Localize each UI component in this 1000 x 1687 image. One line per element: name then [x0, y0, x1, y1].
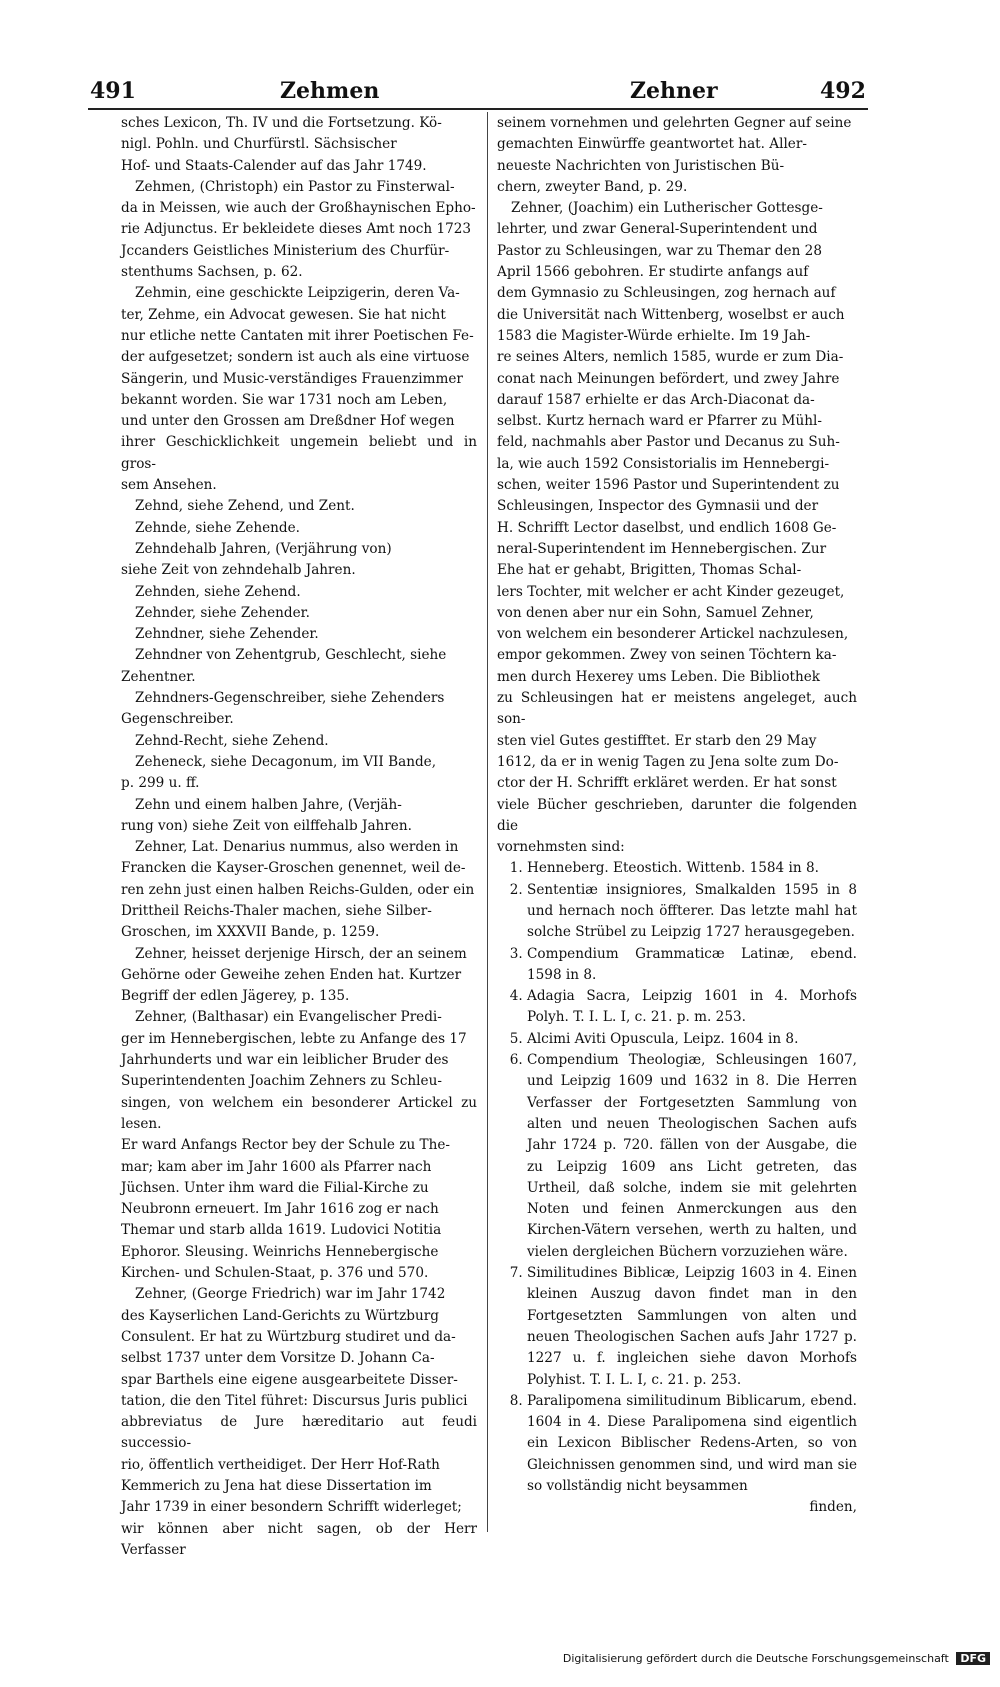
footer-text: Digitalisierung gefördert durch die Deutsche Forschungsgemeinschaft [562, 1652, 949, 1665]
left-column [121, 113, 477, 1561]
header-rule [88, 108, 868, 110]
text-line: nur etliche nette Cantaten mit ihrer Poetischen Fe- [121, 327, 474, 344]
text-line: stenthums Sachsen, p. 62. [121, 264, 303, 281]
text-line: Themar und starb allda 1619. Ludovici Notitia [121, 1222, 442, 1239]
text-line: schen, weiter 1596 Pastor und Superintendent zu [497, 477, 840, 494]
text-line: Zehnd, siehe Zehend, und Zent. [135, 498, 355, 515]
running-header [90, 78, 865, 108]
text-line: Zehentner. [121, 668, 196, 685]
text-line: p. 299 u. ff. [121, 775, 200, 792]
text-line: Zeheneck, siehe Decagonum, im VII Bande, [135, 753, 437, 770]
text-line: 1583 die Magister-Würde erhielte. Im 19 Jah- [497, 327, 811, 344]
list-item: 2. Sententiæ insigniores, Smalkalden 1595 in 8 und hernach noch öffterer. Das letzte mahl hat solche Strübel zu Leipzig 1727 herausgegeben. [527, 880, 857, 944]
text-line: lers Tochter, mit welcher er acht Kinder gezeuget, [497, 583, 845, 600]
text-line: Ehe hat er gehabt, Brigitten, Thomas Schal- [497, 562, 802, 579]
text-line: ter, Zehme, ein Advocat gewesen. Sie hat nicht [121, 306, 446, 323]
list-item: 6. Compendium Theologiæ, Schleusingen 1607, und Leipzig 1609 und 1632 in 8. Die Herren Verfasser der Fortgesetzten Sammlung von alten und neuen Theologischen Sachen aufs Jahr 1724 p. 720. fällen von der Ausgabe, die zu Leipzig 1609 ans Licht getreten, das Urtheil, daß solche, indem sie mit gelehrten Noten und feinen Anmerckungen aus den Kirchen-Vätern versehen, werth zu halten, und vielen dergleichen Büchern vorzuziehen wäre. [527, 1050, 857, 1263]
text-line: re seines Alters, nemlich 1585, wurde er zum Dia- [497, 349, 844, 366]
text-line: da in Meissen, wie auch der Großhaynischen Epho- [121, 200, 476, 217]
text-line: 1612, da er in wenig Tagen zu Jena solte zum Do- [497, 753, 839, 770]
text-line: Jccanders Geistliches Ministerium des Churfür- [121, 242, 450, 259]
text-line: Drittheil Reichs-Thaler machen, siehe Silber- [121, 902, 432, 919]
text-line: Francken die Kayser-Groschen genennet, weil de- [121, 860, 466, 877]
text-line: selbst 1737 unter dem Vorsitze D. Johann Ca- [121, 1350, 435, 1367]
text-line: viele Bücher geschrieben, darunter die folgenden die [497, 796, 857, 834]
left-page-number: 491 [90, 78, 136, 104]
text-line: gemachten Einwürffe geantwortet hat. Aller- [497, 136, 807, 153]
text-line: Zehndner von Zehentgrub, Geschlecht, siehe [135, 647, 447, 664]
text-line: von denen aber nur ein Sohn, Samuel Zehner, [497, 604, 814, 621]
column-divider [487, 112, 488, 1532]
text-line: Neubronn erneuert. Im Jahr 1616 zog er nach [121, 1201, 439, 1218]
text-line: empor gekommen. Zwey von seinen Töchtern ka- [497, 647, 837, 664]
list-item: 4. Adagia Sacra, Leipzig 1601 in 4. Morhofs Polyh. T. I. L. I, c. 21. p. m. 253. [527, 986, 857, 1029]
text-line: Zehndner, siehe Zehender. [135, 626, 319, 643]
text-line: feld, nachmahls aber Pastor und Decanus zu Suh- [497, 434, 840, 451]
text-line: abbreviatus de Jure hæreditario aut feudi successio- [121, 1414, 477, 1452]
text-line: neral-Superintendent im Hennebergischen. Zur [497, 540, 827, 557]
text-line: Zehnd-Recht, siehe Zehend. [135, 732, 329, 749]
text-line: Zehmen, (Christoph) ein Pastor zu Finsterwal- [135, 178, 455, 195]
text-line: der aufgesetzet; sondern ist auch als eine virtuose [121, 349, 470, 366]
text-line: Zehn und einem halben Jahre, (Verjäh- [135, 796, 402, 813]
text-line: Zehnder, siehe Zehender. [135, 604, 310, 621]
left-running-title: Zehmen [280, 78, 380, 104]
text-line: Zehner, (Balthasar) ein Evangelischer Predi- [135, 1009, 442, 1026]
text-line: spar Barthels eine eigene ausgearbeitete Disser- [121, 1371, 458, 1388]
text-line: Jüchsen. Unter ihm ward die Filial-Kirche zu [121, 1179, 429, 1196]
text-line: siehe Zeit von zehndehalb Jahren. [121, 562, 356, 579]
right-running-title: Zehner [630, 78, 718, 104]
text-line: Zehndehalb Jahren, (Verjährung von) [135, 540, 392, 557]
text-line: Zehner, Lat. Denarius nummus, also werden in [135, 839, 459, 856]
text-line: seinem vornehmen und gelehrten Gegner auf seine [497, 115, 852, 131]
text-line: Jahr 1739 in einer besondern Schrifft widerleget; [121, 1499, 462, 1516]
text-line: ctor der H. Schrifft erkläret werden. Er hat sonst [497, 775, 837, 792]
text-line: mar; kam aber im Jahr 1600 als Pfarrer nach [121, 1158, 432, 1175]
list-item: 1. Henneberg. Eteostich. Wittenb. 1584 in 8. [527, 858, 857, 879]
text-line: neueste Nachrichten von Juristischen Bü- [497, 157, 785, 174]
text-line: vornehmsten sind: [497, 839, 625, 856]
text-line: lehrter, und zwar General-Superintendent und [497, 221, 818, 238]
text-line: des Kayserlichen Land-Gerichts zu Würtzburg [121, 1307, 439, 1324]
text-line: und unter den Grossen am Dreßdner Hof wegen [121, 413, 455, 430]
text-line: Zehner, (Joachim) ein Lutherischer Gottesge- [511, 200, 823, 217]
text-line: bekannt worden. Sie war 1731 noch am Leben, [121, 391, 448, 408]
text-line: Kirchen- und Schulen-Staat, p. 376 und 570. [121, 1265, 429, 1282]
text-line: von welchem ein besonderer Artickel nachzulesen, [497, 626, 849, 643]
text-line: tation, die den Titel führet: Discursus Juris publici [121, 1392, 468, 1409]
text-line: nigl. Pohln. und Churfürstl. Sächsischer [121, 136, 397, 153]
text-line: Gehörne oder Geweihe zehen Enden hat. Kurtzer [121, 966, 462, 983]
text-line: dem Gymnasio zu Schleusingen, zog hernach auf [497, 285, 836, 302]
list-item: 3. Compendium Grammaticæ Latinæ, ebend. 1598 in 8. [527, 944, 857, 987]
text-line: rie Adjunctus. Er bekleidete dieses Amt noch 1723 [121, 221, 472, 238]
text-line: la, wie auch 1592 Consistorialis im Hennebergi- [497, 455, 830, 472]
text-line: ger im Hennebergischen, lebte zu Anfange des 17 [121, 1030, 467, 1047]
list-item: 5. Alcimi Aviti Opuscula, Leipz. 1604 in 8. [527, 1029, 857, 1050]
list-item: 7. Similitudines Biblicæ, Leipzig 1603 in 4. Einen kleinen Auszug davon findet man in den Fortgesetzten Sammlungen von alten und neuen Theologischen Sachen aufs Jahr 1727 p. 1227 u. f. ingleichen siehe davon Morhofs Polyhist. T. I. L. I, c. 21. p. 253. [527, 1263, 857, 1391]
text-line: Kemmerich zu Jena hat diese Dissertation im [121, 1478, 432, 1494]
text-line: Pastor zu Schleusingen, war zu Themar den 28 [497, 242, 822, 259]
list-item: 8. Paralipomena similitudinum Biblicarum, ebend. 1604 in 4. Diese Paralipomena sind eigentlich ein Lexicon Biblischer Redens-Arten, so von Gleichnissen genommen sind, und wird man sie so vollständig nicht beysammen [527, 1391, 857, 1497]
text-line: sem Ansehen. [121, 477, 217, 494]
right-column [497, 113, 857, 1519]
text-line: wir können aber nicht sagen, ob der Herr Verfasser [121, 1520, 477, 1558]
text-line: Zehner, (George Friedrich) war im Jahr 1742 [135, 1286, 446, 1303]
text-line: conat nach Meinungen befördert, und zwey Jahre [497, 370, 840, 387]
text-line: singen, von welchem ein besonderer Artickel zu lesen. [121, 1094, 477, 1132]
text-line: Hof- und Staats-Calender auf das Jahr 1749. [121, 157, 427, 174]
text-line: ihrer Geschicklichkeit ungemein beliebt und in gros- [121, 434, 477, 472]
works-list [497, 858, 857, 1497]
text-line: sches Lexicon, Th. IV und die Fortsetzung. Kö- [121, 115, 442, 131]
text-line: men durch Hexerey ums Leben. Die Bibliothek [497, 668, 820, 685]
dfg-logo: DFG [956, 1652, 990, 1665]
text-line: die Universität nach Wittenberg, woselbst er auch [497, 306, 845, 323]
text-line: darauf 1587 erhielte er das Arch-Diaconat da- [497, 391, 815, 408]
text-line: rio, öffentlich vertheidiget. Der Herr Hof-Rath [121, 1456, 440, 1473]
text-line: chern, zweyter Band, p. 29. [497, 178, 688, 195]
text-line: Superintendenten Joachim Zehners zu Schleu- [121, 1073, 442, 1090]
text-line: Sängerin, und Music-verständiges Frauenzimmer [121, 370, 463, 387]
text-line: Gegenschreiber. [121, 711, 234, 728]
text-line: Er ward Anfangs Rector bey der Schule zu The- [121, 1137, 450, 1154]
text-line: selbst. Kurtz hernach ward er Pfarrer zu Mühl- [497, 413, 822, 430]
text-line: Jahrhunderts und war ein leiblicher Bruder des [121, 1052, 449, 1069]
text-line: Consulent. Er hat zu Würtzburg studiret und da- [121, 1328, 456, 1345]
text-line: Begriff der edlen Jägerey, p. 135. [121, 988, 350, 1005]
text-line: zu Schleusingen hat er meistens angeleget, auch son- [497, 690, 857, 728]
text-line: ren zehn just einen halben Reichs-Gulden, oder ein [121, 881, 475, 898]
text-line: rung von) siehe Zeit von eilffehalb Jahren. [121, 817, 412, 834]
right-page-number: 492 [820, 78, 866, 104]
text-line: H. Schrifft Lector daselbst, und endlich 1608 Ge- [497, 519, 837, 536]
text-line: Zehmin, eine geschickte Leipzigerin, deren Va- [135, 285, 460, 302]
text-line: Schleusingen, Inspector des Gymnasii und der [497, 498, 819, 515]
text-line: Zehndners-Gegenschreiber, siehe Zehenders [135, 690, 445, 707]
text-line: sten viel Gutes gestifftet. Er starb den 29 May [497, 732, 817, 749]
text-line: Zehnden, siehe Zehend. [135, 583, 301, 600]
digitization-footer [560, 1652, 990, 1665]
text-line: Zehnde, siehe Zehende. [135, 519, 300, 536]
text-line: Groschen, im XXXVII Bande, p. 1259. [121, 924, 380, 941]
text-line: Ephoror. Sleusing. Weinrichs Hennebergische [121, 1243, 439, 1260]
text-line: Zehner, heisset derjenige Hirsch, der an seinem [135, 945, 467, 962]
catchword: finden, [809, 1499, 857, 1516]
text-line: April 1566 gebohren. Er studirte anfangs auf [497, 264, 809, 281]
